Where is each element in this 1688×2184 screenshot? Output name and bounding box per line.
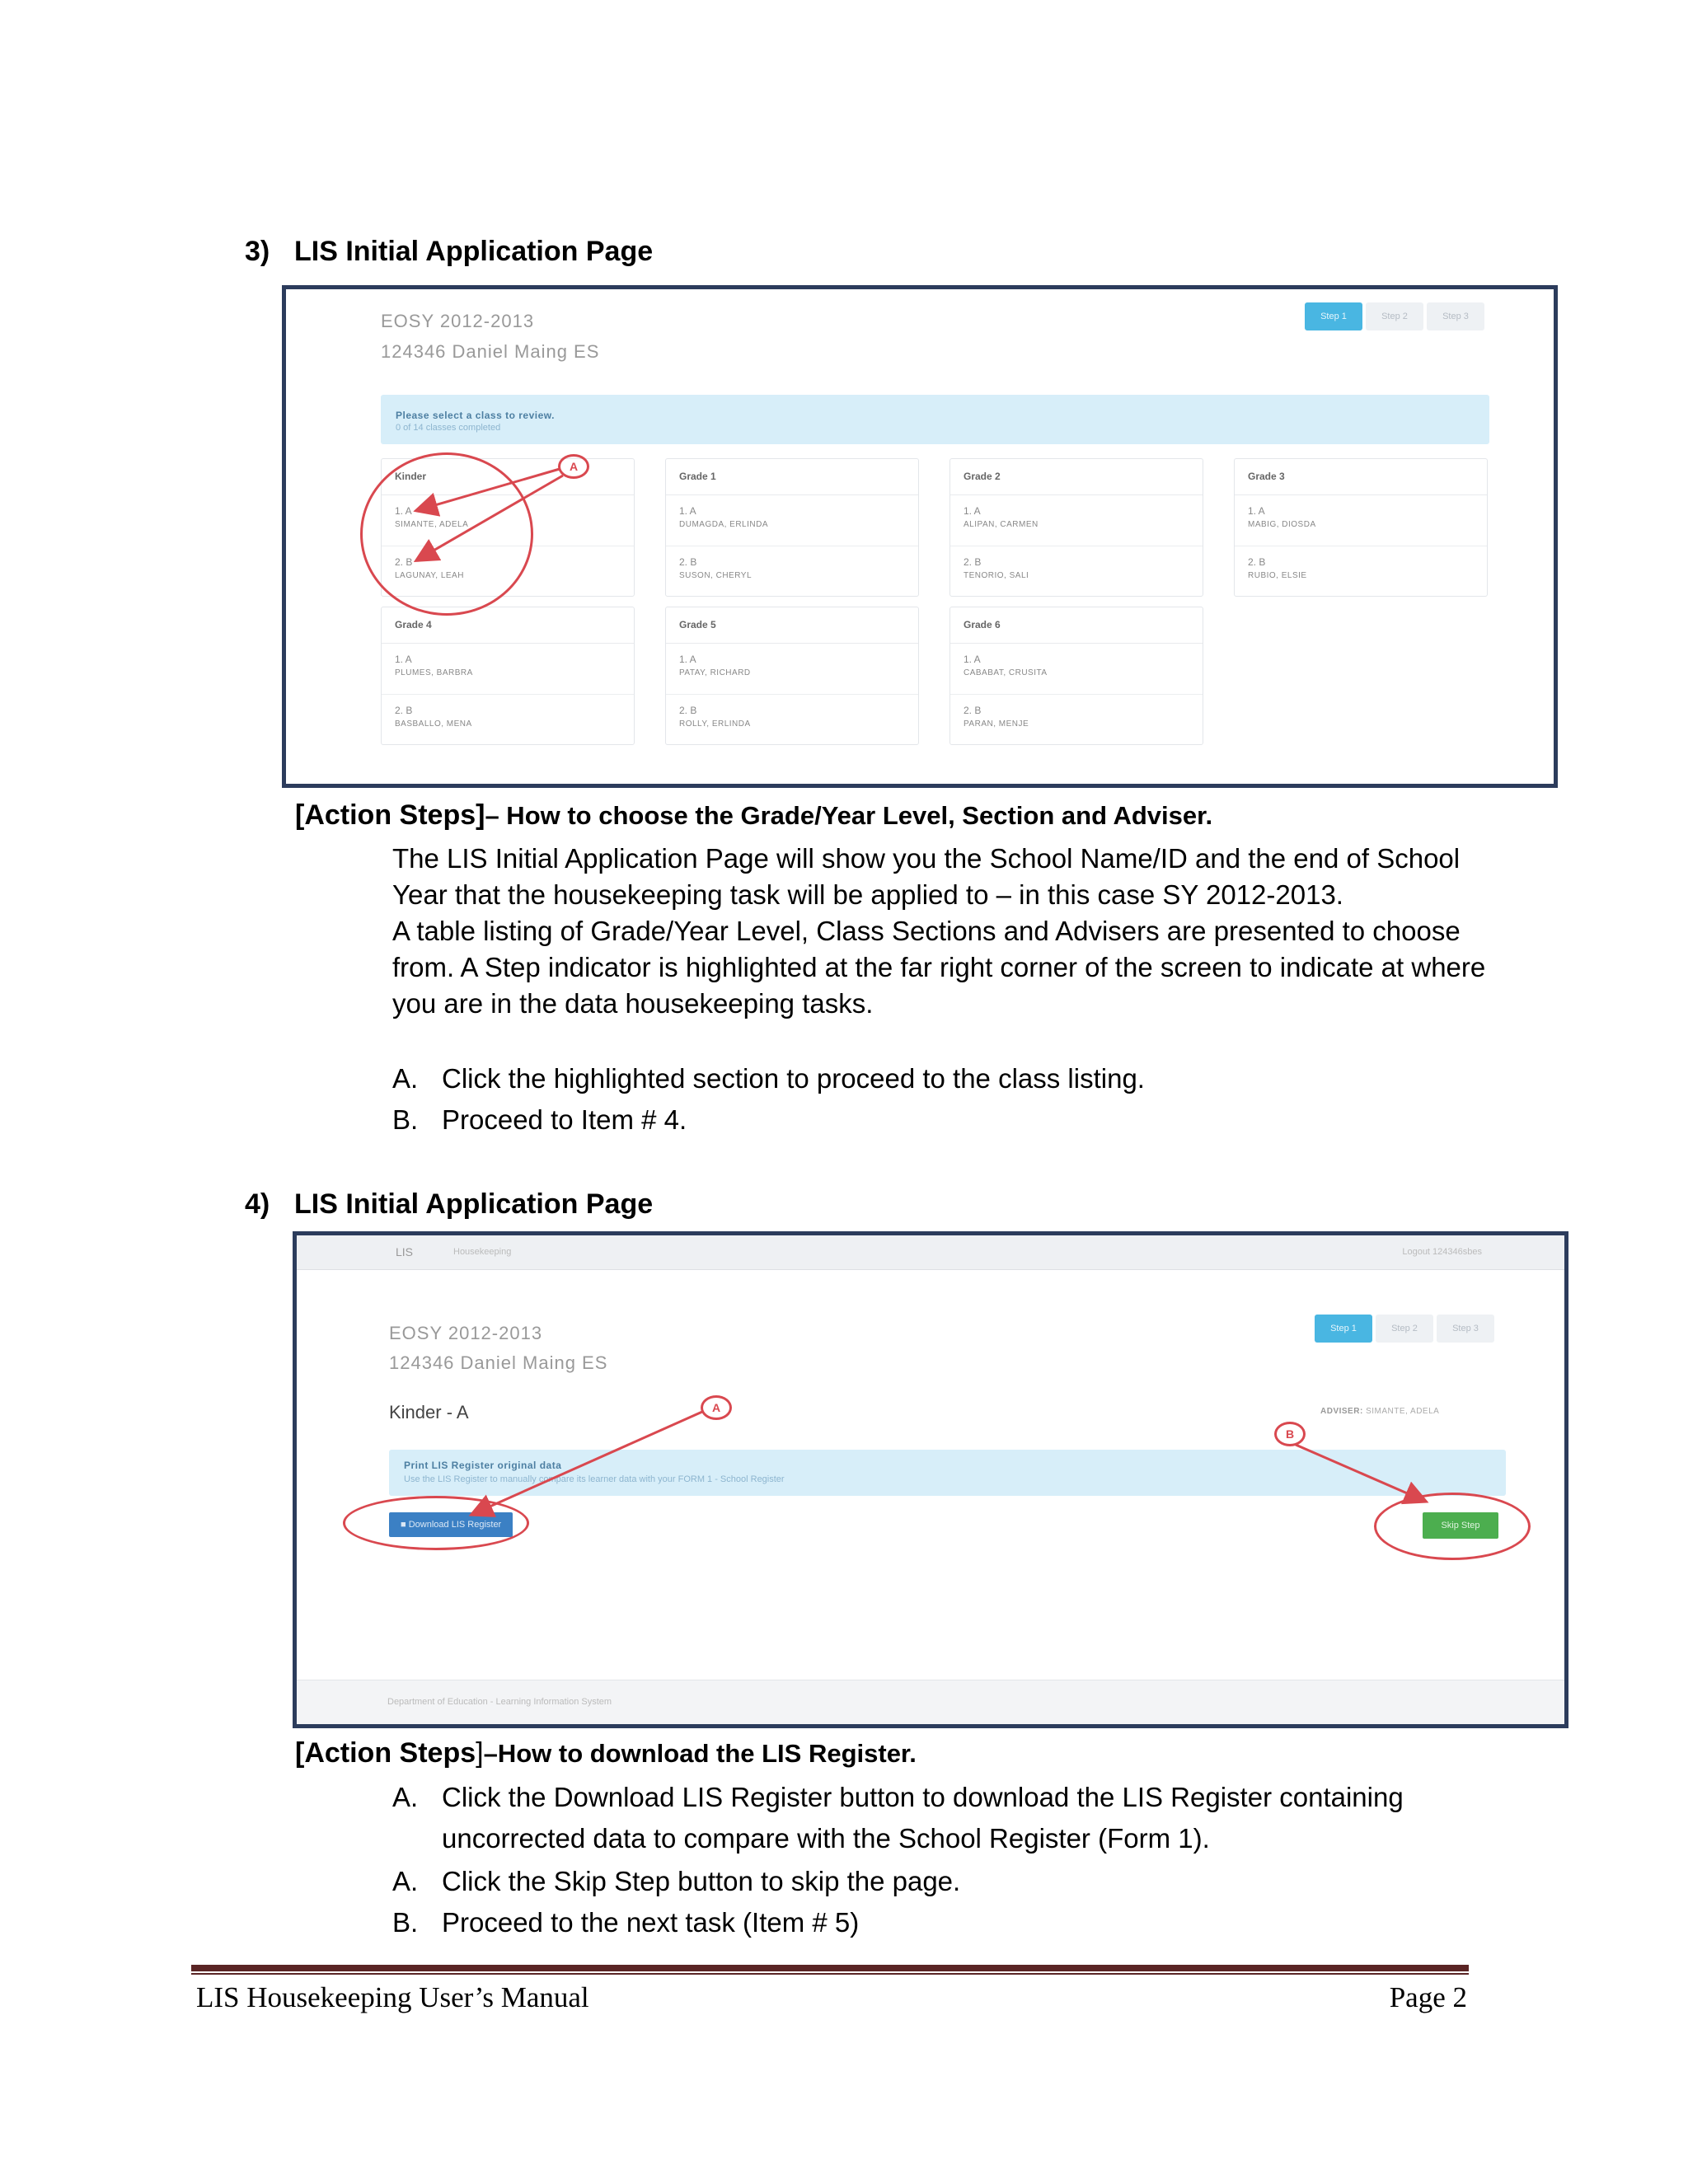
- class-section: 1. A: [679, 505, 696, 517]
- class-section: 1. A: [679, 654, 696, 665]
- class-adviser: BASBALLO, MENA: [395, 719, 472, 729]
- class-adviser: LAGUNAY, LEAH: [395, 571, 464, 580]
- class-section: 2. B: [395, 705, 413, 716]
- school-label: 124346 Daniel Maing ES: [389, 1352, 608, 1373]
- grade-card-title: Grade 1: [666, 459, 918, 495]
- step-3[interactable]: Step 3: [1427, 302, 1484, 330]
- step-text: Click the Skip Step button to skip the page.: [442, 1866, 961, 1896]
- step-text: Proceed to Item # 4.: [442, 1104, 687, 1135]
- step-marker: A.: [392, 1063, 419, 1094]
- class-section: 2. B: [964, 556, 982, 568]
- class-adviser: DUMAGDA, ERLINDA: [679, 520, 769, 529]
- step-marker: B.: [392, 1907, 419, 1938]
- class-adviser: PATAY, RICHARD: [679, 668, 751, 677]
- class-adviser: PARAN, MENJE: [964, 719, 1029, 729]
- step-text: Proceed to the next task (Item # 5): [442, 1907, 860, 1938]
- class-section: 2. B: [964, 705, 982, 716]
- action-steps-heading: – How to choose the Grade/Year Level, Section and Adviser.: [485, 801, 1213, 830]
- grade-card-title: Grade 4: [382, 607, 634, 644]
- grade-card-title: Grade 5: [666, 607, 918, 644]
- class-adviser: ROLLY, ERLINDA: [679, 719, 751, 729]
- step-marker: B.: [392, 1104, 419, 1135]
- class-section: 2. B: [679, 705, 697, 716]
- adviser-name: SIMANTE, ADELA: [1366, 1407, 1440, 1416]
- section-4-step-a-download: [392, 1777, 1513, 1859]
- section-3-title-text: LIS Initial Application Page: [294, 236, 654, 267]
- class-adviser: MABIG, DIOSDA: [1248, 520, 1316, 529]
- app-brand[interactable]: LIS: [396, 1245, 414, 1258]
- step-text: Click the Download LIS Register button to download the LIS Register containing uncorrected data to compare with the School Register (Form 1).: [442, 1782, 1404, 1854]
- section-3-paragraph-1: The LIS Initial Application Page will show you the School Name/ID and the end of School Year that the housekeeping task will be applied to – in this case SY 2012-2013.: [392, 843, 1461, 910]
- class-section: 1. A: [395, 505, 412, 517]
- action-steps-label-open: [Action Steps: [295, 1737, 476, 1769]
- class-section: 1. A: [964, 654, 981, 665]
- section-4-step-b: [392, 1902, 1513, 1943]
- class-section: 1. A: [1248, 505, 1265, 517]
- notice-line-1: Please select a class to review.: [396, 410, 556, 421]
- screenshot-lis-register: [293, 1231, 1568, 1728]
- action-steps-label-close: ]: [476, 1737, 484, 1769]
- class-adviser: ALIPAN, CARMEN: [964, 520, 1039, 529]
- class-adviser: TENORIO, SALI: [964, 571, 1029, 580]
- section-4-title: [245, 1188, 653, 1221]
- arrow-to-download: [473, 1412, 702, 1514]
- nav-housekeeping[interactable]: Housekeeping: [453, 1247, 512, 1257]
- annotation-arrows: [297, 1235, 1568, 1728]
- class-section: 2. B: [1248, 556, 1266, 568]
- footer-rule-thin: [191, 1973, 1469, 1975]
- arrow-to-skip: [1296, 1445, 1424, 1501]
- section-3-paragraph-2: A table listing of Grade/Year Level, Class Sections and Advisers are presented to choose from. A Step indicator is highlighted at the far right corner of the screen to indicate at where you are in the data housekeeping tasks.: [392, 916, 1486, 1019]
- section-4-number: 4): [245, 1188, 270, 1220]
- class-title: Kinder - A: [389, 1402, 469, 1422]
- skip-step-button[interactable]: Skip Step: [1423, 1512, 1498, 1539]
- class-adviser: SIMANTE, ADELA: [395, 520, 469, 529]
- page-number: Page 2: [1389, 1981, 1467, 2013]
- step-2[interactable]: Step 2: [1376, 1315, 1433, 1343]
- section-3-number: 3): [245, 236, 270, 267]
- section-4-title-text: LIS Initial Application Page: [294, 1188, 654, 1220]
- section-3-step-b: [392, 1099, 1513, 1141]
- section-3-action-title: [295, 799, 1212, 832]
- step-marker: A.: [392, 1866, 419, 1896]
- app-footer-text: Department of Education - Learning Information System: [387, 1697, 612, 1707]
- grade-card-title: Kinder: [382, 459, 634, 495]
- grade-card-title: Grade 3: [1235, 459, 1487, 495]
- notice-line-2: 0 of 14 classes completed: [396, 423, 501, 433]
- class-adviser: PLUMES, BARBRA: [395, 668, 473, 677]
- footer-rule-thick: [191, 1965, 1469, 1971]
- step-2[interactable]: Step 2: [1366, 302, 1423, 330]
- annotation-b-marker: B: [1274, 1422, 1306, 1446]
- grade-card-title: Grade 6: [950, 607, 1203, 644]
- step-text: Click the highlighted section to proceed to the class listing.: [442, 1063, 1145, 1094]
- app-footer: [297, 1680, 1564, 1724]
- screenshot-class-selection: [282, 285, 1558, 788]
- action-steps-heading: –How to download the LIS Register.: [483, 1739, 917, 1768]
- adviser-label: ADVISER:: [1320, 1407, 1363, 1416]
- eosy-label: EOSY 2012-2013: [381, 311, 535, 331]
- download-button-label: Download LIS Register: [408, 1520, 502, 1530]
- section-3-step-a: [392, 1058, 1513, 1099]
- notice-line-1: Print LIS Register original data: [404, 1460, 562, 1471]
- download-icon: ■: [401, 1520, 406, 1530]
- class-adviser: SUSON, CHERYL: [679, 571, 753, 580]
- step-1[interactable]: Step 1: [1305, 302, 1362, 330]
- class-adviser: CABABAT, CRUSITA: [964, 668, 1048, 677]
- section-3-title: [245, 236, 653, 268]
- step-marker: A.: [392, 1782, 419, 1812]
- manual-title: LIS Housekeeping User’s Manual: [196, 1981, 589, 2013]
- class-section: 1. A: [964, 505, 981, 517]
- section-4-step-a-skip: [392, 1861, 1513, 1902]
- notice-line-2: Use the LIS Register to manually compare its learner data with your FORM 1 - School Register: [404, 1474, 785, 1484]
- action-steps-label: [Action Steps]: [295, 799, 485, 831]
- logout-link[interactable]: Logout 124346sbes: [1402, 1247, 1482, 1257]
- class-section: 2. B: [395, 556, 413, 568]
- class-adviser: RUBIO, ELSIE: [1248, 571, 1307, 580]
- school-label: 124346 Daniel Maing ES: [381, 341, 600, 362]
- section-4-action-title: [295, 1737, 917, 1769]
- annotation-arrows: [286, 289, 1558, 788]
- grade-card-title: Grade 2: [950, 459, 1203, 495]
- eosy-label: EOSY 2012-2013: [389, 1323, 543, 1343]
- annotation-a-marker: A: [701, 1395, 732, 1420]
- annotation-a-marker: A: [558, 454, 589, 479]
- class-section: 2. B: [679, 556, 697, 568]
- class-section: 1. A: [395, 654, 412, 665]
- step-3[interactable]: Step 3: [1437, 1315, 1494, 1343]
- step-1[interactable]: Step 1: [1315, 1315, 1372, 1343]
